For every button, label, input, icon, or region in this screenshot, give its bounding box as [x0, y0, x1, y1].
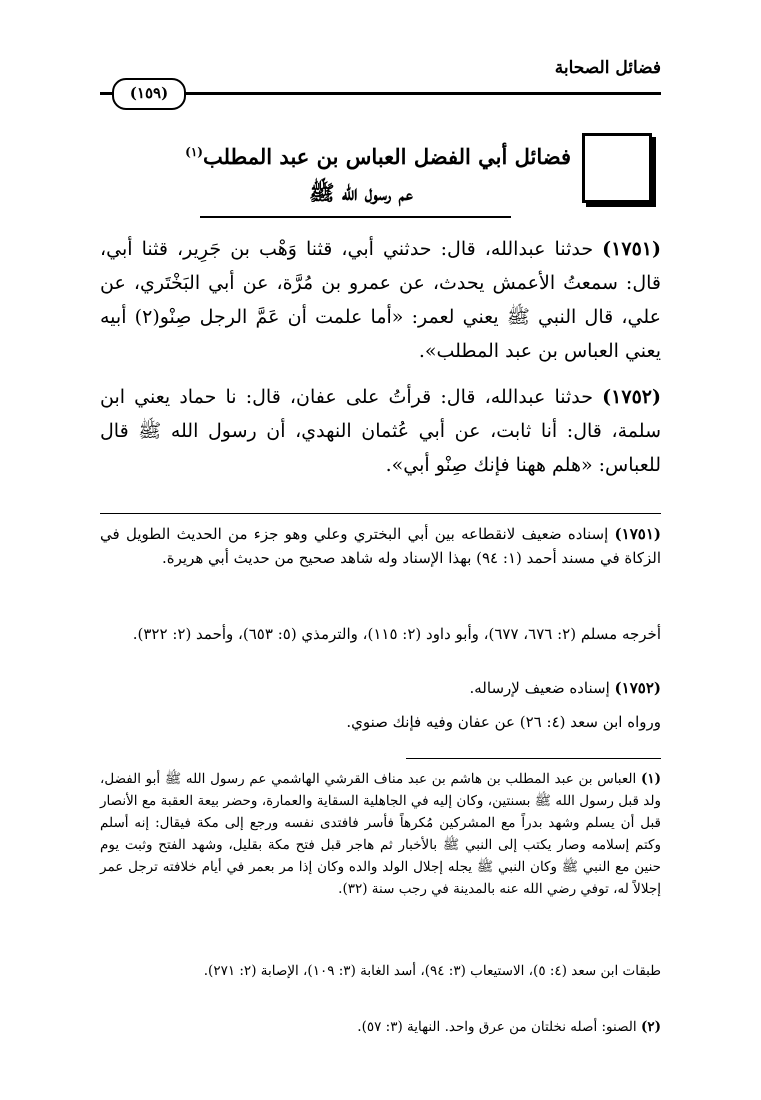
footnote-1 — [100, 768, 661, 900]
chapter-title — [151, 144, 571, 169]
note-1752 — [100, 676, 661, 700]
note-1751-sources: أخرجه مسلم (٢: ٦٧٦، ٦٧٧)، وأبو داود (٢: ١١٥)، والترمذي (٥: ٦٥٣)، وأحمد (٢: ٣٢٢). — [132, 625, 661, 643]
note-text: إسناده ضعيف لإرساله. — [469, 679, 610, 697]
hadith-1752 — [100, 380, 661, 482]
footnote-text: العباس بن عبد المطلب بن هاشم بن عبد مناف القرشي الهاشمي عم رسول الله ﷺ أبو الفضل، ولد قبل رسول الله ﷺ بسنتين، وكان إليه في الجاهلية السقاية والعمارة، وحضر بيعة العقبة مع الأنصار قبل أن يسلم وشهد بدراً مع المشركين مُكرهاً فأسر فافتدى نفسه ورجع إلى مكة فيقال: إنه أسلم وكتم إسلامه وصار يكتب إلى النبي ﷺ بالأخبار ثم هاجر قبل فتح مكة بقليل، وشهد الفتح وثبت يوم حنين مع النبي ﷺ وكان النبي ﷺ يجله إجلال الولد والده وكان إذا مر بعمر في أيام خلافته ترجل عمر إجلالاً له، توفي رضي الله عنه بالمدينة في رجب سنة (٣٢). — [100, 771, 661, 897]
hadith-text: حدثنا عبدالله، قال: قرأتُ على عفان، قال: نا حماد يعني ابن سلمة، قال: أنا ثابت، عن أبي عُثمان النهدي، أن رسول الله ﷺ قال للعباس: «هلم ههنا فإنك صِنْو أبي». — [100, 386, 661, 476]
footnotes-divider — [406, 758, 661, 759]
chapter-ornament-box — [582, 133, 652, 203]
footnote-marker: (١) — [640, 771, 661, 787]
footnote-1-sources: طبقات ابن سعد (٤: ٥)، الاستيعاب (٣: ٩٤)، أسد الغابة (٣: ١٠٩)، الإصابة (٢: ٢٧١). — [203, 963, 661, 979]
hadith-text: حدثنا عبدالله، قال: حدثني أبي، قثنا وَهْب بن جَرِير، قثنا أبي، قال: سمعتُ الأعمش يحدث، عن عمرو بن مُرَّة، عن أبي البَخْتَري، عن علي، قال النبي ﷺ يعني لعمر: «أما علمت أن عَمَّ الرجل صِنْو(٢) أبيه يعني العباس بن عبد المطلب». — [100, 238, 661, 362]
note-1752-sources: ورواه ابن سعد (٤: ٢٦) عن عفان وفيه فإنك صنوي. — [346, 713, 661, 731]
page-number: (١٥٩) — [112, 78, 186, 110]
footnote-marker: (٢) — [640, 1019, 661, 1035]
hadith-number: (١٧٥٢) — [602, 386, 661, 408]
notes-divider — [100, 513, 661, 514]
running-header-title: فضائل الصحابة — [554, 58, 661, 78]
note-number: (١٧٥٢) — [614, 679, 661, 697]
chapter-title-underline — [200, 216, 511, 218]
hadith-number: (١٧٥١) — [602, 238, 661, 260]
hadith-1751 — [100, 232, 661, 368]
footnote-2 — [100, 1016, 661, 1038]
chapter-subtitle: عم رسول الله ﷺ — [309, 180, 413, 205]
chapter-footnote-marker: (١) — [185, 145, 203, 159]
footnote-text: الصنو: أصله نخلتان من عرق واحد. النهاية (٣: ٥٧). — [357, 1019, 637, 1035]
note-text: إسناده ضعيف لانقطاعه بين أبي البختري وعلي وهو جزء من الحديث الطويل في الزكاة في مسند أحمد (١: ٩٤) بهذا الإسناد وله شاهد صحيح من حديث أبي هريرة. — [100, 525, 661, 567]
note-number: (١٧٥١) — [614, 525, 661, 543]
note-1751 — [100, 522, 661, 570]
chapter-title-text: فضائل أبي الفضل العباس بن عبد المطلب — [202, 144, 571, 169]
